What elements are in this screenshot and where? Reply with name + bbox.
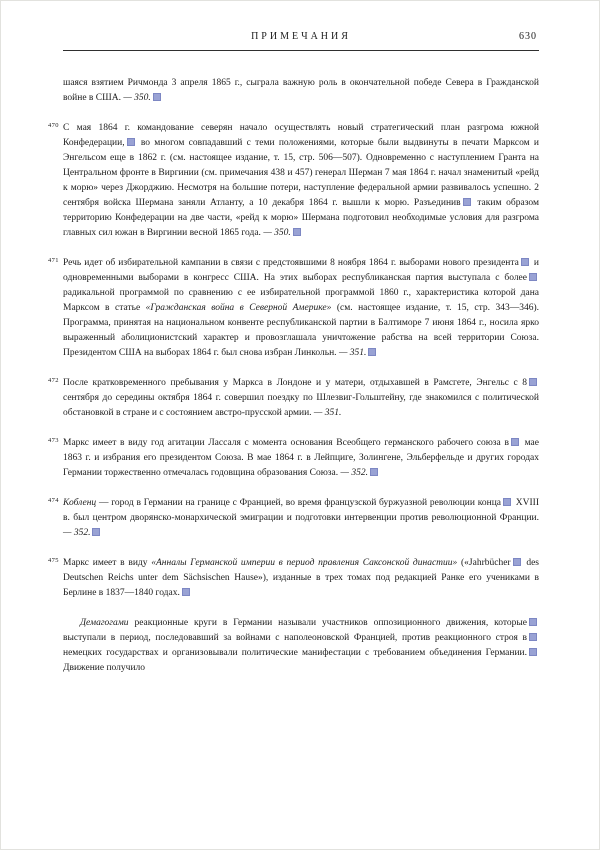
text-run: — 352. <box>340 468 368 478</box>
paragraph <box>63 76 539 106</box>
text-run: des Deutschen Reichs unter dem Sächsischen Hause»), изданные в трех томах под редакцией Ранке его учениками в Берлине в 1837—1840 годах. <box>63 558 539 598</box>
annotation-marker[interactable] <box>463 198 471 206</box>
annotation-marker[interactable] <box>370 468 378 476</box>
text-run: реакционные круги в Германии называли участников оппозиционного движения, которые <box>128 618 527 628</box>
paragraph <box>63 616 539 676</box>
text-run: во многом совпадавший с теми положениями, которые были выдвинуты в печати Марксом и Энгельсом еще в 1862 г. (см. настоящее издание, т. 15, стр. 506—507). Одновременно с наступлением Гранта на Центральном фронте в Виргинии (см. примечания 438 и 457) генерал Шерман 7 мая 1864 г. начал знаменитый «рейд к морю» через Джорджию. Несмотря на большие потери, наступление федеральной армии развивалось успешно. 2 сентября войска Шермана заняли Атланту, а 10 декабря 1864 г. вышли к морю. Разъединив <box>63 138 539 208</box>
annotation-marker[interactable] <box>503 498 511 506</box>
text-run: шаяся взятием Ричмонда 3 апреля 1865 г., сыграла важную роль в окончательной победе Севера в Гражданской войне в США. <box>63 78 539 103</box>
note-472 <box>48 376 539 421</box>
annotation-marker[interactable] <box>529 648 537 656</box>
page-number: 630 <box>519 31 537 42</box>
note-number: 472 <box>48 377 59 384</box>
text-run: (см. настоящее издание, т. 15, стр. 343—346). Программа, принятая на национальном конвенте республиканской партии в Балтиморе 7 июня 1864 г., носила ярко выраженный аболиционистский характер и провозглашала уничтожение рабства на всей территории Союза. Президентом США на выборах 1864 г. был снова избран Линкольн. <box>63 303 539 358</box>
notes-content <box>48 76 540 676</box>
text-run: Кобленц <box>63 498 97 508</box>
annotation-marker[interactable] <box>511 438 519 446</box>
text-run: («Jahrbücher <box>457 558 511 568</box>
text-run: Маркс имеет в виду <box>63 558 152 568</box>
annotation-marker[interactable] <box>127 138 135 146</box>
text-run: — 350. <box>123 93 151 103</box>
annotation-marker[interactable] <box>92 528 100 536</box>
note-474 <box>48 496 539 541</box>
note-470 <box>48 121 540 241</box>
annotation-marker[interactable] <box>521 258 529 266</box>
note-number: 475 <box>48 557 59 564</box>
note-475 <box>48 556 539 601</box>
text-run: «Анналы Германской империи в период правления Саксонской династии» <box>151 558 458 568</box>
page-header <box>63 31 539 45</box>
annotation-marker[interactable] <box>153 93 161 101</box>
text-run: выступали в период, последовавший за войнами с наполеоновской Францией, против реакционного строя в <box>63 633 527 643</box>
text-run: Движение получило <box>63 663 146 673</box>
text-run: — город в Германии на границе с Францией, во время французской буржуазной революции конца <box>96 498 502 508</box>
running-head: ПРИМЕЧАНИЯ <box>251 31 351 42</box>
annotation-marker[interactable] <box>368 348 376 356</box>
note-number: 471 <box>48 257 59 264</box>
note-473 <box>48 436 539 481</box>
text-run: таким образом территорию Конфедерации на две части, «рейд к морю» Шермана подготовил необходимые условия для разгрома главных сил южан в Виргинии весной 1865 года. <box>63 198 540 238</box>
annotation-marker[interactable] <box>513 558 521 566</box>
annotation-marker[interactable] <box>529 378 537 386</box>
text-run: Маркс имеет в виду год агитации Лассаля с момента основания Всеобщего германского рабочего союза в <box>63 438 509 448</box>
note-number: 470 <box>48 122 59 129</box>
text-run: сентября до середины октября 1864 г. совершил поездку по Шлезвиг-Гольштейну, где знакомился с политической обстановкой в стране и с состоянием австро-прусской армии. <box>63 393 539 418</box>
text-run: — 350. <box>263 228 291 238</box>
text-run: немецких государствах и организовывали политические манифестации с требованием объединения Германии. <box>63 648 527 658</box>
note-471 <box>48 256 539 361</box>
text-run: и одновременными выборами в конгресс США. На этих выборах республиканская партия выступала с более <box>63 258 539 283</box>
text-run: С мая 1864 г. командование северян начало осуществлять новый стратегический план разгрома южной Конфедерации, <box>63 123 539 148</box>
annotation-marker[interactable] <box>293 228 301 236</box>
text-run: Речь идет об избирательной кампании в связи с предстоявшими 8 ноября 1864 г. выборами нового президента <box>63 258 519 268</box>
text-run: — 351. <box>313 408 342 418</box>
text-run: мае 1863 г. и избрания его президентом Союза. В мае 1864 г. в Лейпциге, Золингене, Эльберфельде и других городах Германии торжественно отмечалась годовщина образования Союза. <box>63 438 539 478</box>
annotation-marker[interactable] <box>529 273 537 281</box>
annotation-marker[interactable] <box>529 618 537 626</box>
text-run: — 351. <box>338 348 367 358</box>
annotation-marker[interactable] <box>182 588 190 596</box>
annotation-marker[interactable] <box>529 633 537 641</box>
text-run: радикальной программой по сравнению с ее избирательной программой 1860 г., характеристика которой дана Марксом в статье <box>63 288 539 313</box>
text-run: — 352. <box>63 528 91 538</box>
note-number: 473 <box>48 437 59 444</box>
header-rule <box>63 50 539 51</box>
text-run: Демагогами <box>80 618 129 628</box>
text-run: XVIII в. был центром дворянско-монархической эмиграции и подготовки интервенции против революционной Франции. <box>63 498 539 523</box>
text-run: «Гражданская война в Северной Америке» <box>145 303 332 313</box>
note-number: 474 <box>48 497 59 504</box>
text-run: После кратковременного пребывания у Маркса в Лондоне и у матери, отдыхавшей в Рамсгете, Энгельс с 8 <box>63 378 527 388</box>
